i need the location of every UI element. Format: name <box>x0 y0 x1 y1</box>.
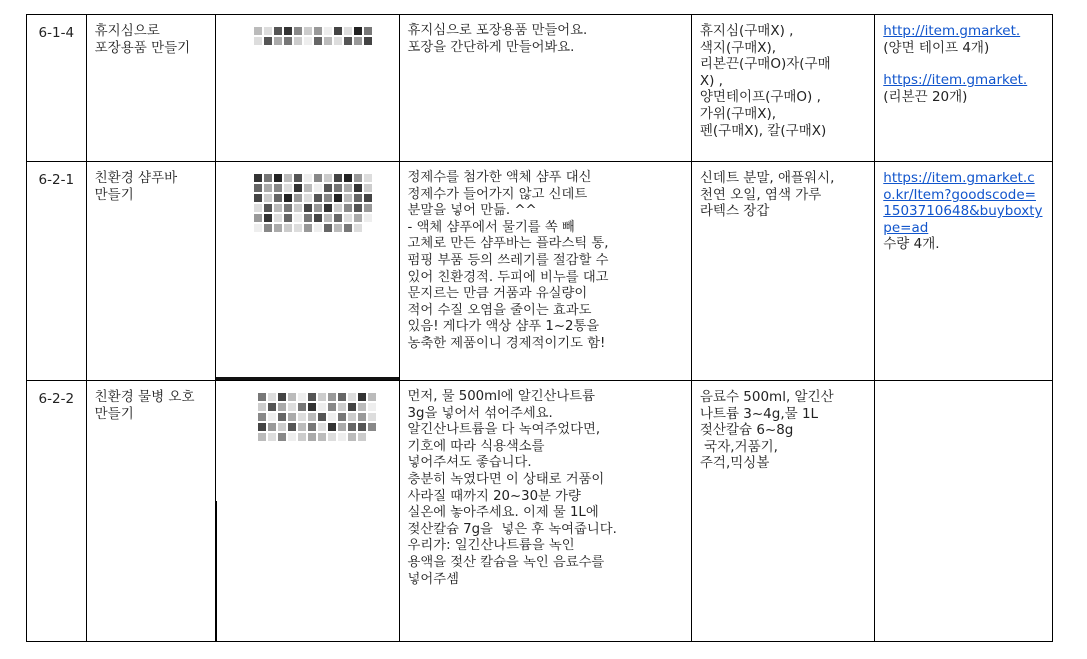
row-image-cell <box>216 381 399 642</box>
row-image-cell <box>216 162 399 381</box>
row-name: 친환경 샴푸바 만들기 <box>94 170 178 203</box>
row-description: 먼저, 물 500ml에 알긴산나트륨 3g을 넣어서 섞어주세요. 알긴산나트륨을 다 녹여주었다면, 기호에 따라 식용색소를 넣어주셔도 좋습니다. 충분히 녹였다면 이 상태로 거품이 사라질 때까지 20~30분 가량 실온에 놓아주세요. 이제 물 1L에 젖산칼슘 7g을 넣은 후 녹여줍니다. 우리가: 일긴산나트륨을 녹인 용액을 젖산 칼슘을 녹인 음료수를 넣어주셈 <box>407 389 617 587</box>
row-materials: 신데트 분말, 애플워시, 천연 오일, 염색 가루 라텍스 장갑 <box>699 170 835 220</box>
row-id-cell <box>27 162 87 381</box>
row-description-cell <box>399 15 691 162</box>
row-materials-cell <box>691 15 874 162</box>
link-note: (양면 테이프 4개) <box>883 39 990 56</box>
redacted-image <box>216 162 398 380</box>
purchase-link[interactable]: https://item.gmarket.co.kr/Item?goodscode=1503710648&buyboxtype=ad <box>883 170 1043 236</box>
row-id: 6-1-4 <box>38 25 75 41</box>
table-row <box>27 15 1053 162</box>
row-id: 6-2-2 <box>38 391 75 407</box>
row-name-cell <box>86 381 216 642</box>
row-links-cell <box>875 381 1053 642</box>
row-materials-cell <box>691 381 874 642</box>
row-links-cell <box>875 15 1053 162</box>
row-materials: 음료수 500ml, 알긴산 나트륨 3~4g,물 1L 젖산칼슘 6~8g 국자,거품기, 주걱,믹싱볼 <box>699 389 834 472</box>
row-name: 휴지심으로 포장용품 만들기 <box>94 23 191 56</box>
row-name-cell <box>86 15 216 162</box>
row-links-cell <box>875 162 1053 381</box>
redacted-image <box>216 381 398 641</box>
row-materials-cell <box>691 162 874 381</box>
row-id-cell <box>27 15 87 162</box>
purchase-link[interactable]: https://item.gmarket. <box>883 72 1028 89</box>
row-description-cell <box>399 381 691 642</box>
redacted-image <box>216 15 398 161</box>
row-name: 친환경 물병 오호 만들기 <box>94 389 195 422</box>
row-id-cell <box>27 381 87 642</box>
row-name-cell <box>86 162 216 381</box>
row-description: 정제수를 첨가한 액체 샴푸 대신 정제수가 들어가지 않고 신데트 분말을 넣어 만듦. ^^ - 액체 샴푸에서 물기를 쏙 빼 고체로 만든 샴푸바는 플라스틱 통, 펌핑 부품 등의 쓰레기를 절감할 수 있어 친환경적. 두피에 비누를 대고 문지르는 만큼 거품과 유실량이 적어 수질 오염을 줄이는 효과도 있음! 게다가 액상 샴푸 1~2통을 농축한 제품이니 경제적이기도 함! <box>407 170 609 351</box>
table-row <box>27 381 1053 642</box>
row-id: 6-2-1 <box>38 172 75 188</box>
link-note: (리본끈 20개) <box>883 88 968 105</box>
activity-table <box>26 14 1053 642</box>
purchase-link[interactable]: http://item.gmarket. <box>883 23 1021 39</box>
row-materials: 휴지심(구매X) , 색지(구매X), 리본끈(구매O)자(구매 X) , 양면테이프(구매O) , 가위(구매X), 펜(구매X), 칼(구매X) <box>699 23 831 139</box>
row-description-cell <box>399 162 691 381</box>
table-row <box>27 162 1053 381</box>
link-note: 수량 4개. <box>883 236 940 253</box>
row-image-cell <box>216 15 399 162</box>
row-description: 휴지심으로 포장용품 만들어요. 포장을 간단하게 만들어봐요. <box>407 23 588 55</box>
